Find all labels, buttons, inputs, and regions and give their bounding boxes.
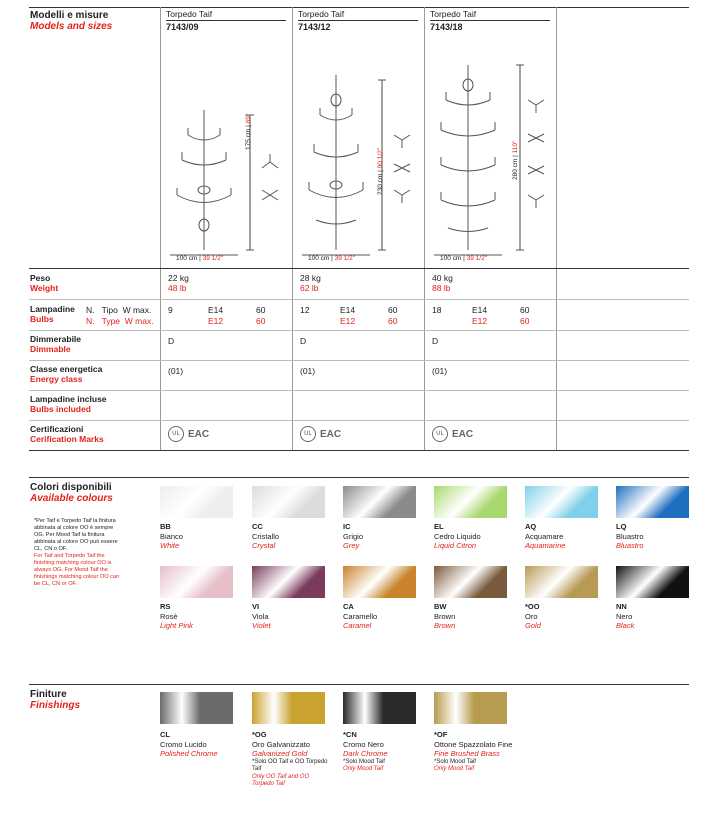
height-in: 90 1/2" — [377, 147, 384, 169]
energy-cell-3: (01) — [432, 366, 448, 376]
row-label-included — [30, 394, 107, 414]
type-it: Tipo — [101, 305, 118, 315]
finishings-rule — [29, 684, 689, 685]
colour-name-en: Bluastro — [616, 541, 644, 550]
finishing-name-it: Cromo Nero — [343, 739, 384, 749]
height-cm: 175 cm — [245, 128, 252, 150]
label-en: Cerification Marks — [30, 434, 104, 444]
colour-label — [434, 602, 514, 631]
finishing-note-en: Only Mood Taif — [343, 766, 384, 772]
weight-kg: 22 kg — [168, 273, 189, 283]
height-dimension-3: 280 cm | 110" — [512, 140, 519, 180]
model-name: Torpedo Taif — [166, 9, 213, 19]
finishing-name-en: Galvanized Gold — [252, 749, 308, 758]
colour-label — [343, 602, 423, 631]
finishing-note-it: *Solo Mood Taif — [343, 758, 385, 765]
colour-swatch — [525, 566, 598, 598]
colour-code: AQ — [525, 522, 537, 531]
colour-label — [160, 522, 240, 551]
finishing-note-it: *Solo Mood Taif — [434, 758, 476, 765]
colour-label — [252, 522, 332, 551]
model-code: 7143/18 — [430, 22, 463, 32]
height-in: 110" — [512, 140, 519, 154]
colour-name-en: Violet — [252, 621, 271, 630]
chandelier-drawing-7143-12 — [294, 40, 422, 265]
height-in: 69" — [245, 113, 252, 124]
ul-mark-icon: UL — [300, 426, 316, 442]
finishings-title: Finiture — [30, 689, 67, 700]
width-in: 39 1/2" — [334, 255, 356, 262]
finishing-name-it: Oro Galvanizzato — [252, 739, 310, 749]
w-it: W max. — [122, 305, 152, 315]
colour-code: IC — [343, 522, 351, 531]
bulbs-type: E14 — [208, 305, 224, 315]
width-cm: 100 cm — [308, 255, 330, 262]
row-rule — [29, 450, 689, 451]
colour-swatch — [252, 486, 325, 518]
colours-heading — [30, 482, 113, 504]
width-in: 39 1/2" — [202, 255, 224, 262]
width-in: 39 1/2" — [466, 255, 488, 262]
w-en: W max. — [124, 316, 154, 326]
row-label-bulbs — [30, 304, 75, 324]
weight-cell-2 — [300, 273, 321, 293]
label-en: Weight — [30, 283, 59, 293]
colour-swatch — [525, 486, 598, 518]
finishing-label — [434, 730, 514, 774]
bulbs-w: 60 — [520, 305, 530, 315]
colour-name-it: Brown — [434, 611, 456, 621]
cert-marks-3 — [432, 426, 473, 442]
colour-code: *OO — [525, 602, 540, 611]
colour-swatch — [616, 566, 689, 598]
bulbs-w: 60 — [256, 305, 266, 315]
bulbs-w: 60 — [388, 305, 398, 315]
colour-swatch — [616, 486, 689, 518]
weight-cell-3 — [432, 273, 453, 293]
colour-label — [343, 522, 423, 551]
row-rule — [29, 360, 689, 361]
col-divider — [160, 7, 161, 450]
colours-note — [34, 518, 124, 588]
colour-swatch — [434, 566, 507, 598]
label-it: Peso — [30, 273, 51, 283]
bulbs-type-us: E12 — [208, 316, 224, 326]
width-cm: 100 cm — [176, 255, 198, 262]
finishing-swatch — [160, 692, 233, 724]
finishing-swatch — [252, 692, 325, 724]
colours-rule — [29, 477, 689, 478]
row-rule — [29, 268, 689, 269]
colour-swatch — [343, 566, 416, 598]
bulbs-w-us: 60 — [256, 316, 266, 326]
finishing-code: *OF — [434, 730, 448, 739]
weight-cell-1 — [168, 273, 189, 293]
colour-name-it: Caramello — [343, 611, 378, 621]
row-label-cert — [30, 424, 104, 444]
colour-name-it: Bluastro — [616, 531, 644, 541]
row-rule — [29, 299, 689, 300]
row-label-weight — [30, 273, 58, 293]
colour-name-en: Black — [616, 621, 635, 630]
label-it: Certificazioni — [30, 424, 84, 434]
label-en: Energy class — [30, 374, 83, 384]
col-divider — [424, 7, 425, 450]
cert-marks-2 — [300, 426, 341, 442]
dimmable-cell-2: D — [300, 336, 307, 346]
colour-name-it: Viola — [252, 611, 269, 621]
finishing-label — [252, 730, 332, 789]
chandelier-drawing-7143-09 — [162, 40, 290, 265]
note-it: *Per Taif e Torpedo Taif la finitura abbinata al colore OO è sempre OG. Per Mood Taif la finitura abbinata al colore OO può essere CL, CN o OF. — [34, 518, 118, 552]
finishing-label — [343, 730, 423, 774]
weight-lb: 48 lb — [168, 283, 187, 293]
finishing-name-en: Dark Chrome — [343, 749, 388, 758]
finishing-name-en: Polished Chrome — [160, 749, 218, 758]
colour-name-en: White — [160, 541, 180, 550]
height-dimension-2: 230 cm | 90 1/2" — [377, 147, 384, 195]
colour-code: NN — [616, 602, 627, 611]
finishing-code: *CN — [343, 730, 357, 739]
dimmable-cell-1: D — [168, 336, 175, 346]
model-name: Torpedo Taif — [298, 9, 345, 19]
model-header-3 — [430, 9, 550, 32]
row-rule — [29, 390, 689, 391]
label-en: Bulbs included — [30, 404, 91, 414]
colour-label — [160, 602, 240, 631]
width-dimension-1: 100 cm | 39 1/2" — [176, 255, 224, 262]
row-rule — [29, 420, 689, 421]
height-cm: 280 cm — [512, 158, 519, 180]
colour-name-en: Crystal — [252, 541, 276, 550]
bulbs-type: E14 — [340, 305, 356, 315]
colour-code: EL — [434, 522, 444, 531]
colour-label — [252, 602, 332, 631]
label-it: Lampadine incluse — [30, 394, 107, 404]
width-dimension-3: 100 cm | 39 1/2" — [440, 255, 488, 262]
bulbs-n: 9 — [168, 305, 173, 315]
finishings-heading — [30, 689, 80, 711]
bulbs-subheaders — [86, 305, 154, 327]
label-en: Dimmable — [30, 344, 71, 354]
colour-label — [616, 602, 696, 631]
bulbs-w-us: 60 — [388, 316, 398, 326]
colour-swatch — [160, 566, 233, 598]
colour-name-it: Oro — [525, 611, 538, 621]
energy-cell-2: (01) — [300, 366, 316, 376]
colour-code: BB — [160, 522, 171, 531]
colour-name-it: Rosè — [160, 611, 178, 621]
chandelier-drawing-7143-18 — [426, 40, 554, 265]
models-heading — [30, 10, 112, 32]
colour-code: RS — [160, 602, 171, 611]
colour-name-en: Liquid Citron — [434, 541, 477, 550]
type-en: Type — [101, 316, 121, 326]
height-cm: 230 cm — [377, 173, 384, 195]
row-label-energy — [30, 364, 102, 384]
finishing-label — [160, 730, 240, 759]
finishing-note-en: Only Mood Taif — [434, 766, 475, 772]
weight-lb: 62 lb — [300, 283, 319, 293]
model-name: Torpedo Taif — [430, 9, 477, 19]
colour-name-it: Cedro Liquido — [434, 531, 481, 541]
colour-label — [616, 522, 696, 551]
colour-code: CC — [252, 522, 263, 531]
models-subtitle: Models and sizes — [30, 21, 113, 32]
cert-marks-1 — [168, 426, 209, 442]
colour-label — [434, 522, 514, 551]
width-cm: 100 cm — [440, 255, 462, 262]
finishing-note-it: *Solo OO Taif e OO Torpedo Taif — [252, 758, 328, 772]
colour-name-it: Bianco — [160, 531, 183, 541]
finishing-note-en: Only OO Taif and OO Torpedo Taif — [252, 773, 310, 787]
colour-name-en: Gold — [525, 621, 541, 630]
label-it: Lampadine — [30, 304, 75, 314]
bulbs-type-us: E12 — [472, 316, 488, 326]
bulbs-n: 12 — [300, 305, 310, 315]
colour-name-en: Brown — [434, 621, 456, 630]
models-title: Modelli e misure — [30, 10, 109, 21]
colour-name-en: Aquamarine — [525, 541, 566, 550]
colour-code: CA — [343, 602, 354, 611]
ul-mark-icon: UL — [168, 426, 184, 442]
width-dimension-2: 100 cm | 39 1/2" — [308, 255, 356, 262]
col-divider — [292, 7, 293, 450]
colour-code: VI — [252, 602, 260, 611]
finishing-code: *OG — [252, 730, 267, 739]
eac-mark-icon: EAC — [452, 428, 474, 440]
colour-swatch — [160, 486, 233, 518]
finishing-name-it: Ottone Spazzolato Fine — [434, 739, 513, 749]
finishing-swatch — [434, 692, 507, 724]
model-header-2 — [298, 9, 418, 32]
model-code: 7143/12 — [298, 22, 331, 32]
label-en: Bulbs — [30, 314, 54, 324]
top-rule — [29, 7, 689, 8]
colour-swatch — [252, 566, 325, 598]
colours-subtitle: Available colours — [30, 493, 113, 504]
colour-label — [525, 602, 605, 631]
colour-name-it: Nero — [616, 611, 633, 621]
bulbs-n: 18 — [432, 305, 442, 315]
bulbs-type-us: E12 — [340, 316, 356, 326]
model-code: 7143/09 — [166, 22, 199, 32]
finishings-subtitle: Finishings — [30, 700, 80, 711]
colours-title: Colori disponibili — [30, 482, 112, 493]
row-label-dimmable — [30, 334, 81, 354]
dimmable-cell-3: D — [432, 336, 439, 346]
model-header-1 — [166, 9, 286, 32]
col-divider — [556, 7, 557, 450]
colour-swatch — [434, 486, 507, 518]
colour-name-it: Acquamare — [525, 531, 564, 541]
colour-label — [525, 522, 605, 551]
finishing-name-en: Fine Brushed Brass — [434, 749, 500, 758]
weight-kg: 40 kg — [432, 273, 453, 283]
n-it: N. — [86, 305, 95, 315]
colour-name-it: Grigio — [343, 531, 364, 541]
weight-lb: 88 lb — [432, 283, 451, 293]
finishing-code: CL — [160, 730, 170, 739]
eac-mark-icon: EAC — [188, 428, 210, 440]
energy-cell-1: (01) — [168, 366, 184, 376]
n-en: N. — [86, 316, 95, 326]
colour-name-it: Cristallo — [252, 531, 280, 541]
label-it: Dimmerabile — [30, 334, 82, 344]
height-dimension-1: 175 cm | 69" — [245, 113, 252, 150]
bulbs-type: E14 — [472, 305, 488, 315]
colour-code: BW — [434, 602, 447, 611]
colour-code: LQ — [616, 522, 627, 531]
bulbs-w-us: 60 — [520, 316, 530, 326]
weight-kg: 28 kg — [300, 273, 321, 283]
colour-name-en: Caramel — [343, 621, 372, 630]
label-it: Classe energetica — [30, 364, 103, 374]
colour-swatch — [343, 486, 416, 518]
note-en: For Taif and Torpedo Taif the finishing matching colour OO is always OG. For Mood Taif the finishings matching colour OO can be CL, CN or OF. — [34, 553, 120, 587]
row-rule — [29, 330, 689, 331]
finishing-name-it: Cromo Lucido — [160, 739, 207, 749]
finishing-swatch — [343, 692, 416, 724]
ul-mark-icon: UL — [432, 426, 448, 442]
eac-mark-icon: EAC — [320, 428, 342, 440]
colour-name-en: Grey — [343, 541, 360, 550]
colour-name-en: Light Pink — [160, 621, 193, 630]
